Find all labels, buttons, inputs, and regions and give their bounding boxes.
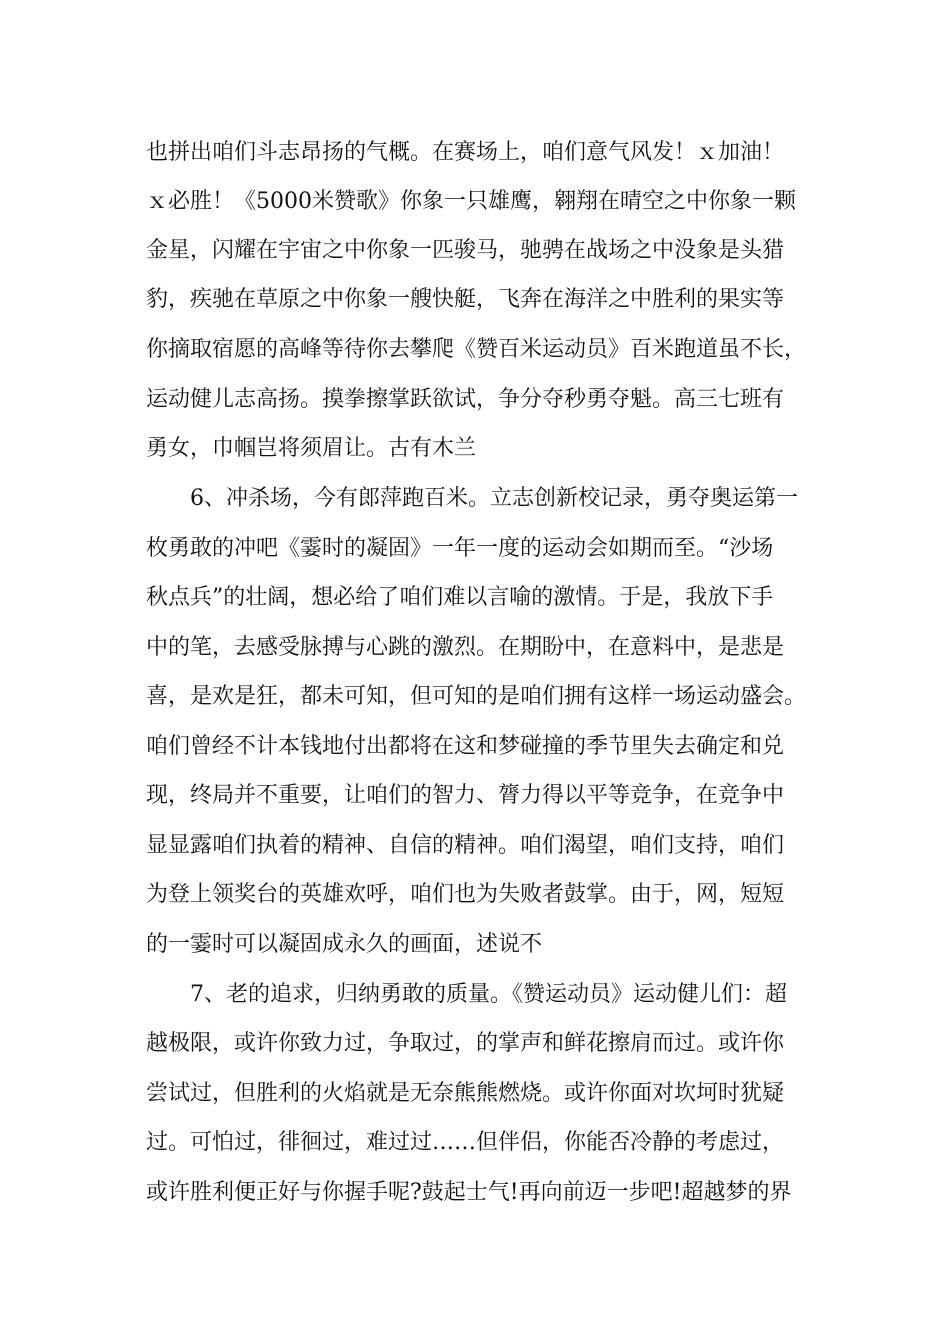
text-line: 勇女，巾帼岂将须眉让。古有木兰 [146,436,477,461]
text-line: 也拼出咱们斗志昂扬的气概。在赛场上，咱们意气风发！ｘ加油！ [146,140,785,165]
text-line: 显显露咱们执着的精神、自信的精神。咱们渴望，咱们支持，咱们 [146,833,785,858]
text-line: 过。可怕过，徘徊过，难过过……但伴侣，你能否冷静的考虑过， [146,1130,785,1155]
text-line: 运动健儿志高扬。摸拳擦掌跃欲试，争分夺秒勇夺魁。高三七班有 [146,387,785,412]
text-line: 秋点兵”的壮阔，想必给了咱们难以言喻的激情。于是，我放下手 [146,585,774,610]
text-line: 枚勇敢的冲吧《霎时的凝固》一年一度的运动会如期而至。“沙场 [146,536,774,561]
text-line: 尝试过，但胜利的火焰就是无奈熊熊燃烧。或许你面对坎坷时犹疑 [146,1081,785,1106]
text-line: 中的笔，去感受脉搏与心跳的激烈。在期盼中，在意料中，是悲是 [146,635,785,660]
text-line: 或许胜利便正好与你握手呢?鼓起士气!再向前迈一步吧!超越梦的界 [146,1180,792,1205]
text-line: 为登上领奖台的英雄欢呼，咱们也为失败者鼓掌。由于，网，短短 [146,882,785,907]
text-line: 喜，是欢是狂，都未可知，但可知的是咱们拥有这样一场运动盛会。 [146,684,807,709]
text-line: 越极限，或许你致力过，争取过，的掌声和鲜花擦肩而过。或许你 [146,1031,785,1056]
text-line: 金星，闪耀在宇宙之中你象一匹骏马，驰骋在战场之中没象是头猎 [146,238,785,263]
text-line: 现，终局并不重要，让咱们的智力、膂力得以平等竞争，在竞争中 [146,783,785,808]
text-line: 的一霎时可以凝固成永久的画面，述说不 [146,932,543,957]
paragraph-start-line: 6、冲杀场，今有郎萍跑百米。立志创新校记录，勇夺奥运第一 [190,486,798,511]
text-line: ｘ必胜！《5000米赞歌》你象一只雄鹰，翱翔在晴空之中你象一颗 [146,189,796,214]
text-line: 咱们曾经不计本钱地付出都将在这和梦碰撞的季节里失去确定和兑 [146,734,785,759]
paragraph-start-line: 7、老的追求，归纳勇敢的质量。《赞运动员》运动健儿们：超 [190,982,787,1007]
text-line: 豹，疾驰在草原之中你象一艘快艇，飞奔在海洋之中胜利的果实等 [146,287,785,312]
text-line: 你摘取宿愿的高峰等待你去攀爬《赞百米运动员》百米跑道虽不长， [146,337,807,362]
